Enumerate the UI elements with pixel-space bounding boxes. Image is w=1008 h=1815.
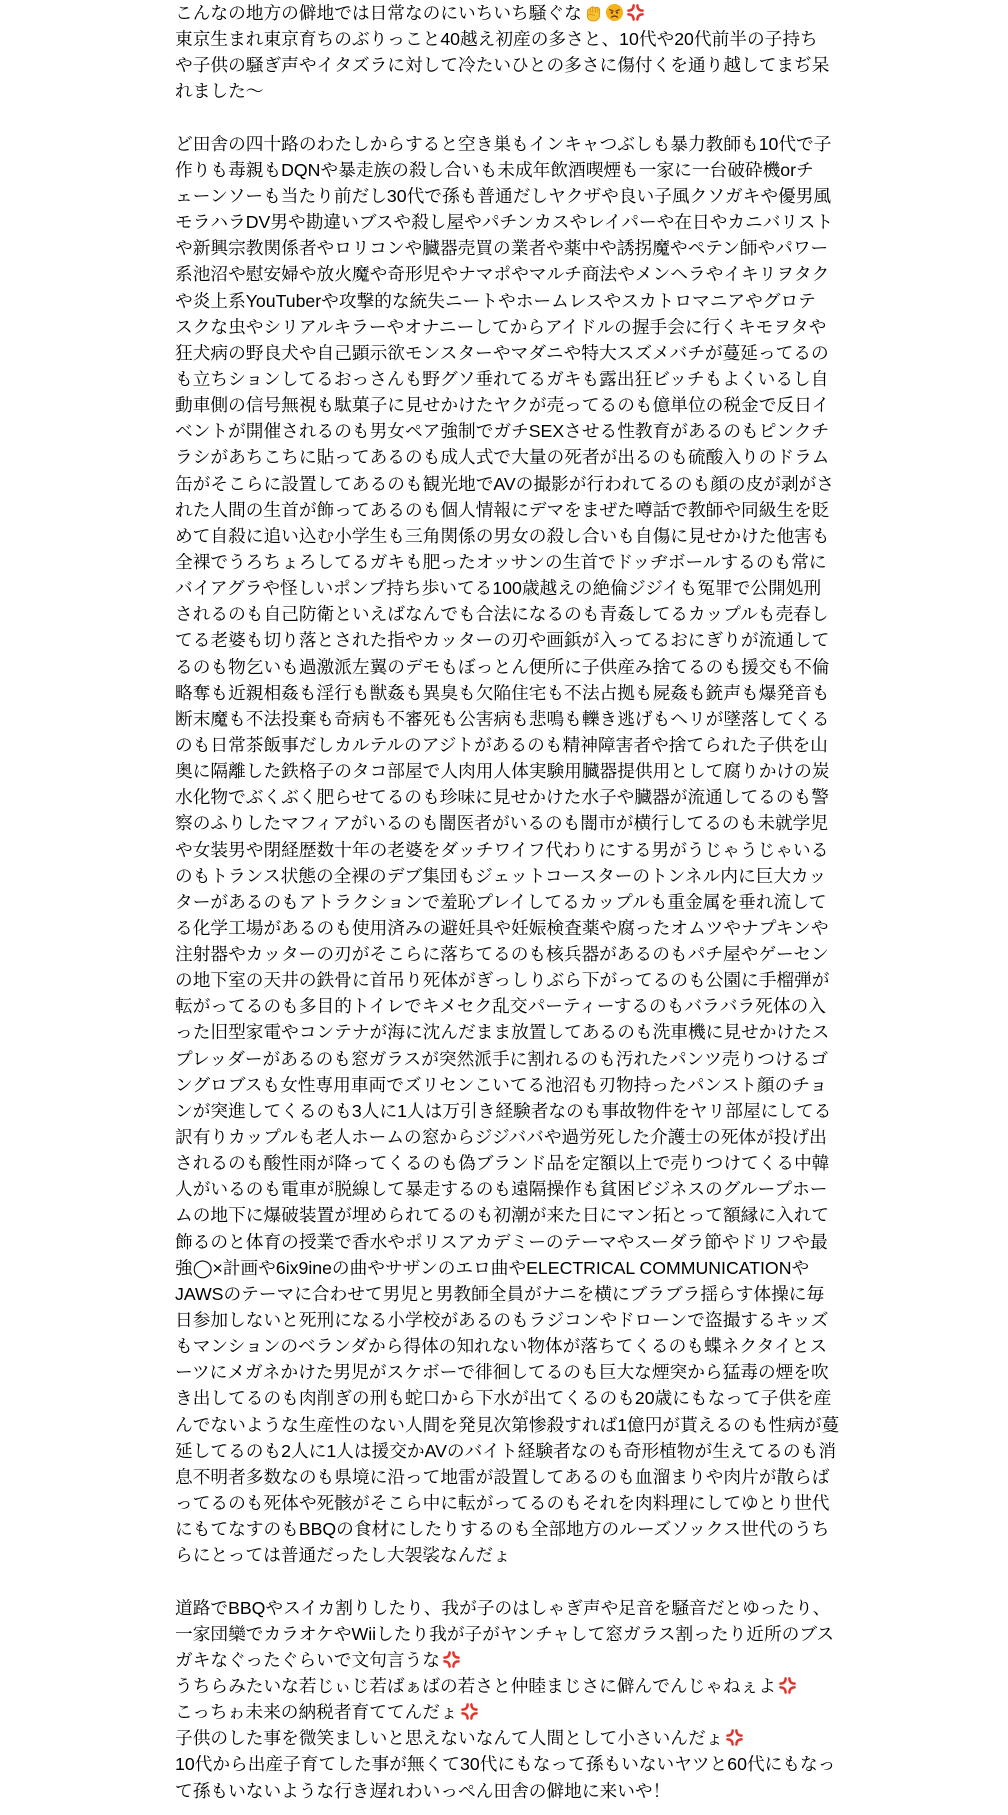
text-line: されるのも酸性雨が降ってくるのも偽ブランド品を定額以上で売りつけてくる中韓 bbox=[175, 1153, 830, 1174]
text-line: てる老婆も切り落とされた指やカッターの刃や画鋲が入ってるおにぎりが流通して bbox=[175, 630, 830, 651]
text-line: 断末魔も不法投棄も奇病も不審死も公害病も悲鳴も轢き逃げもヘリが墜落してくる bbox=[175, 708, 830, 729]
text-line: らにとっては普通だったし大袈裟なんだょ bbox=[175, 1545, 511, 1566]
text-line: 水化物でぶくぶく肥らせてるのも珍味に見せかけた水子や臓器が流通してるのも警 bbox=[175, 787, 829, 808]
text-line: めて自殺に追い込む小学生も三角関係の男女の殺し合いも自傷に見せかけた他害も bbox=[175, 525, 830, 546]
text-line: スクな虫やシリアルキラーやオナニーしてからアイドルの握手会に行くキモヲタや bbox=[175, 316, 827, 337]
text-line: 全裸でうろちょろしてるガキも肥ったオッサンの生首でドッヂボールするのも常に bbox=[175, 551, 827, 572]
text-line: モラハラDV男や勘違いブスや殺し屋やパチンカスやレイパーや在日やカニバリスト bbox=[175, 212, 834, 233]
text-line: 人がいるのも電車が脱線して暴走するのも遠隔操作も貧困ビジネスのグループホー bbox=[175, 1179, 828, 1200]
text-line: も立ちションしてるおっさんも野グソ垂れてるガキも露出狂ビッチもよくいるし自 bbox=[175, 368, 829, 389]
text-line: ベントが開催されるのも男女ペア強制でガチSEXさせる性教育があるのもピンクチ bbox=[175, 421, 830, 442]
text-line bbox=[175, 1647, 855, 1673]
text-line: った旧型家電やコンテナが海に沈んだまま放置してあるのも洗車機に見せかけたス bbox=[175, 1022, 830, 1043]
line-text: こっちゎ未来の納税者育ててんだょ bbox=[175, 1702, 458, 1723]
text-line: る化学工場があるのも使用済みの避妊具や妊娠検査薬や腐ったオムツやナプキンや bbox=[175, 917, 829, 938]
text-line: ってるのも死体や死骸がそこら中に転がってるのもそれを肉料理にしてゆとり世代 bbox=[175, 1493, 830, 1514]
text-line: ーツにメガネかけた男児がスケボーで徘徊してるのも巨大な煙突から猛毒の煙を吹 bbox=[175, 1362, 829, 1383]
post-paragraph-outro bbox=[175, 1595, 855, 1804]
text-line: のもトランス状態の全裸のデブ集団もジェットコースターのトンネル内に巨大カッ bbox=[175, 865, 827, 886]
line-text: ガキなぐったぐらいで文句言うな bbox=[175, 1649, 440, 1670]
text-line: ングロブスも女性専用車両でズリセンこいてる池沼も刃物持ったパンスト顔のチョ bbox=[175, 1074, 828, 1095]
text-line: や新興宗教関係者やロリコンや臓器売買の業者や薬中や誘拐魔やペテン師やパワー bbox=[175, 238, 829, 259]
anger-symbol-icon bbox=[725, 1728, 744, 1747]
line-text: 子供のした事を微笑ましいと思えないなんて人間として小さいんだょ bbox=[175, 1728, 724, 1749]
anger-symbol-icon bbox=[778, 1676, 797, 1695]
text-line: ェーンソーも当たり前だし30代で孫も普通だしヤクザや良い子風クソガキや優男風 bbox=[175, 185, 832, 206]
text-line: 略奪も近親相姦も淫行も獣姦も異臭も欠陥住宅も不法占拠も屍姦も銃声も爆発音も bbox=[175, 682, 830, 703]
line-text: うちらみたいな若じぃじ若ばぁばの若さと仲睦まじさに僻んでんじゃねぇよ bbox=[175, 1676, 777, 1696]
text-line: 日参加しないと死刑になる小学校があるのもラジコンやドローンで盗撮するキッズ bbox=[175, 1310, 829, 1331]
text-line: るのも物乞いも過激派左翼のデモもぼっとん便所に子供産み捨てるのも援交も不倫 bbox=[175, 656, 830, 677]
text-line: 一家団欒でカラオケやWiiしたり我が子がヤンチャして窓ガラス割ったり近所のブス bbox=[175, 1623, 835, 1644]
text-line: 訳有りカップルも老人ホームの窓からジジババや過労死した介護士の死体が投げ出 bbox=[175, 1127, 827, 1148]
text-line: のも日常茶飯事だしカルテルのアジトがあるのも精神障害者や捨てられた子供を山 bbox=[175, 734, 828, 755]
text-line: 注射器やカッターの刃がそこらに落ちてるのも核兵器があるのもパチ屋やゲーセン bbox=[175, 944, 829, 965]
text-line: の地下室の天井の鉄骨に首吊り死体がぎっしりぶら下がってるのも公園に手榴弾が bbox=[175, 970, 830, 991]
text-line: 缶がそこらに設置してあるのも観光地でAVの撮影が行われてるのも顔の皮が剥がさ bbox=[175, 473, 835, 494]
text-line: 狂犬病の野良犬や自己顕示欲モンスターやマダニや特大スズメバチが蔓延ってるの bbox=[175, 342, 829, 363]
anger-symbol-icon bbox=[442, 1650, 461, 1669]
text-line: ターがあるのもアトラクションで羞恥プレイしてるカップルも重金属を垂れ流して bbox=[175, 891, 827, 912]
text-line: JAWSのテーマに合わせて男児と男教師全員がナニを横にブラブラ揺らす体操に毎 bbox=[175, 1283, 825, 1304]
text-line: 息不明者多数なのも県境に沿って地雷が設置してあるのも血溜まりや肉片が散らば bbox=[175, 1466, 830, 1487]
text-line: 察のふりしたマフィアがいるのも闇医者がいるのも闇市が横行してるのも未就学児 bbox=[175, 813, 829, 834]
post-paragraph-body bbox=[175, 131, 855, 1569]
fist-icon bbox=[584, 3, 603, 22]
text-line: ムの地下に爆破装置が埋められてるのも初潮が来た日にマン拓とって額縁に入れて bbox=[175, 1205, 830, 1226]
text-line: 飾るのと体育の授業で香水やポリスアカデミーのテーマやスーダラ節やドリフや最 bbox=[175, 1231, 828, 1252]
post-paragraph-intro bbox=[175, 0, 855, 105]
text-line: て孫もいないような行き遅れわいっぺん田舎の僻地に来いや！ bbox=[175, 1780, 671, 1801]
text-line: 系池沼や慰安婦や放火魔や奇形児やナマポやマルチ商法やメンヘラやイキリヲタク bbox=[175, 264, 830, 285]
text-line: されるのも自己防衛といえばなんでも合法になるのも青姦してるカップルも売春し bbox=[175, 604, 829, 625]
text-line: 東京生まれ東京育ちのぶりっこと40越え初産の多さと、10代や20代前半の子持ち bbox=[175, 29, 818, 50]
text-line: や女装男や閉経歴数十年の老婆をダッチワイフ代わりにする男がうじゃうじゃいる bbox=[175, 839, 829, 860]
text-line: プレッダーがあるのも窓ガラスが突然派手に割れるのも汚れたパンツ売りつけるゴ bbox=[175, 1048, 829, 1069]
post-body bbox=[175, 0, 855, 1804]
text-line: もマンションのベランダから得体の知れない物体が落ちてくるのも蝶ネクタイとス bbox=[175, 1336, 828, 1357]
text-line: 作りも毒親もDQNや暴走族の殺し合いも未成年飲酒喫煙も一家に一台破砕機orチ bbox=[175, 159, 814, 180]
text-line: 転がってるのも多目的トイレでキメセク乱交パーティーするのもバラバラ死体の入 bbox=[175, 996, 826, 1017]
text-line: ラシがあちこちに貼ってあるのも成人式で大量の死者が出るのも硫酸入りのドラム bbox=[175, 447, 830, 468]
text-line: れました〜 bbox=[175, 81, 264, 102]
line-text: こんなの地方の僻地では日常なのにいちいち騒ぐな bbox=[175, 3, 582, 23]
text-line: 延してるのも2人に1人は援交かAVのバイト経験者なのも奇形植物が生えてるのも消 bbox=[175, 1440, 837, 1461]
angry-face-icon bbox=[605, 3, 624, 22]
text-line: ンが突進してくるのも3人に1人は万引き経験者なのも事故物件をヤリ部屋にしてる bbox=[175, 1100, 832, 1121]
text-line: や炎上系YouTuberや攻撃的な統失ニートやホームレスやスカトロマニアやグロテ bbox=[175, 290, 816, 311]
text-line bbox=[175, 1725, 855, 1751]
text-line: 奥に隔離した鉄格子のタコ部屋で人肉用人体実験用臓器提供用として腐りかけの炭 bbox=[175, 761, 830, 782]
text-line: れた人間の生首が飾ってあるのも個人情報にデマをまぜた噂話で教師や同級生を貶 bbox=[175, 499, 830, 520]
text-line bbox=[175, 1673, 855, 1699]
text-line bbox=[175, 0, 855, 26]
text-line: んでないような生産性のない人間を発見次第惨殺すれば1億円が貰えるのも性病が蔓 bbox=[175, 1414, 840, 1435]
text-line: ど田舎の四十路のわたしからすると空き巣もインキャつぶしも暴力教師も10代で子 bbox=[175, 133, 832, 154]
text-line: 強◯×計画や6ix9ineの曲やサザンのエロ曲やELECTRICAL COMMUNICATIONや bbox=[175, 1257, 810, 1278]
text-line: 動車側の信号無視も駄菓子に見せかけたヤクが売ってるのも億単位の税金で反日イ bbox=[175, 395, 830, 416]
text-line bbox=[175, 1699, 855, 1725]
text-line: 道路でBBQやスイカ割りしたり、我が子のはしゃぎ声や足音を騒音だとゆったり、 bbox=[175, 1597, 831, 1618]
text-line: き出してるのも肉削ぎの刑も蛇口から下水が出てくるのも20歳にもなって子供を産 bbox=[175, 1388, 832, 1409]
text-line: や子供の騒ぎ声やイタズラに対して冷たいひとの多さに傷付くを通り越してまぢ呆 bbox=[175, 55, 830, 76]
text-line: 10代から出産子育てした事が無くて30代にもなって孫もいないヤツと60代にもなっ bbox=[175, 1754, 836, 1775]
anger-symbol-icon bbox=[460, 1702, 479, 1721]
text-line: バイアグラや怪しいポンプ持ち歩いてる100歳越えの絶倫ジジイも冤罪で公開処刑 bbox=[175, 578, 822, 599]
text-line: にもてなすのもBBQの食材にしたりするのも全部地方のルーズソックス世代のうち bbox=[175, 1519, 830, 1540]
anger-symbol-icon bbox=[626, 3, 645, 22]
